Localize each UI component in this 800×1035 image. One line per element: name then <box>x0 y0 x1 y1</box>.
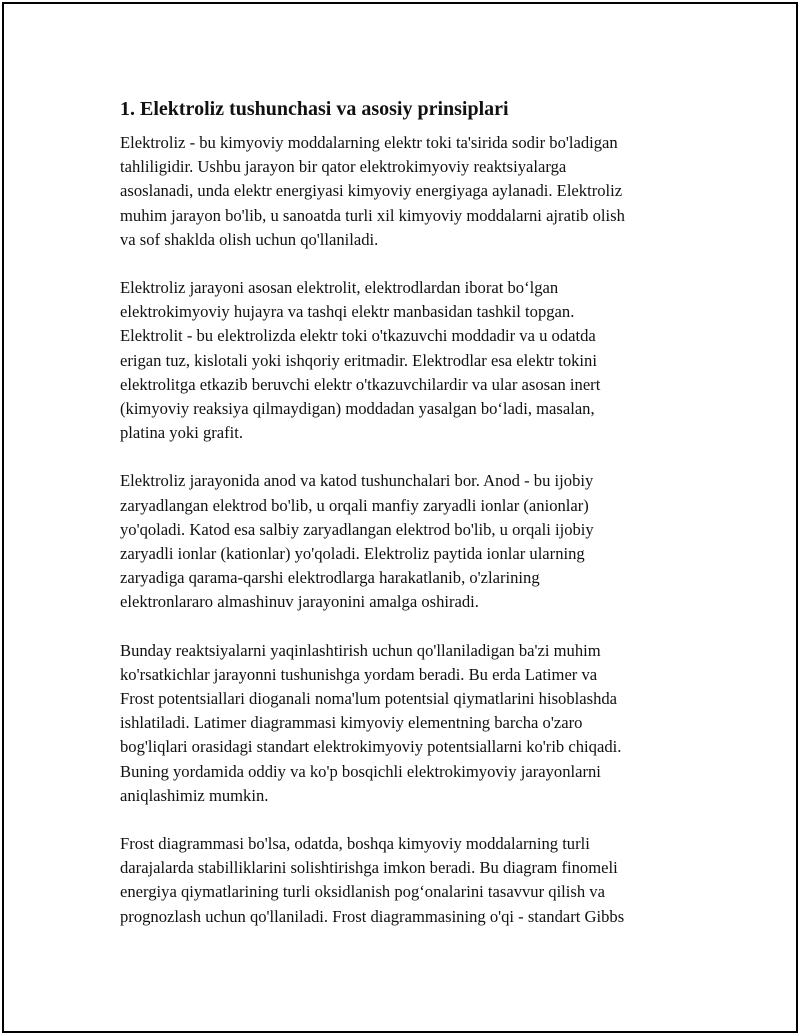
text-line: darajalarda stabilliklarini solishtirishga imkon beradi. Bu diagram finomeli <box>120 858 618 878</box>
text-line: bog'liqlari orasidagi standart elektrokimyoviy potentsiallarni ko'rib chiqadi. <box>120 737 622 757</box>
text-line: tahliligidir. Ushbu jarayon bir qator elektrokimyoviy reaktsiyalarga <box>120 157 567 177</box>
text-line: Elektroliz jarayoni asosan elektrolit, elektrodlardan iborat bo‘lgan <box>120 278 559 298</box>
text-line: yo'qoladi. Katod esa salbiy zaryadlangan elektrod bo'lib, u orqali ijobiy <box>120 519 594 539</box>
text-line: asoslanadi, unda elektr energiyasi kimyoviy energiyaga aylanadi. Elektroliz <box>120 181 623 201</box>
section-heading: 1. Elektroliz tushunchasi va asosiy prinsiplari <box>120 98 509 120</box>
paragraph-3 <box>120 469 700 614</box>
text-line: zaryadiga qarama-qarshi elektrodlarga harakatlanib, o'zlarining <box>120 568 540 588</box>
text-line: Frost diagrammasi bo'lsa, odatda, boshqa kimyoviy moddalarning turli <box>120 834 590 854</box>
text-line: (kimyoviy reaksiya qilmaydigan) moddadan yasalgan bo‘ladi, masalan, <box>120 399 595 419</box>
text-line: Bunday reaktsiyalarni yaqinlashtirish uchun qo'llaniladigan ba'zi muhim <box>120 640 601 660</box>
paragraph-5 <box>120 832 700 929</box>
text-line: Elektrolit - bu elektrolizda elektr toki o'tkazuvchi moddadir va u odatda <box>120 326 596 346</box>
text-line: Frost potentsiallari dioganali noma'lum potentsial qiymatlarini hisoblashda <box>120 689 618 709</box>
paragraph-4 <box>120 639 700 808</box>
text-line: energiya qiymatlarining turli oksidlanish pog‘onalarini tasavvur qilish va <box>120 882 605 902</box>
text-line: muhim jarayon bo'lib, u sanoatda turli xil kimyoviy moddalarni ajratib olish <box>120 205 625 225</box>
text-line: Buning yordamida oddiy va ko'p bosqichli elektrokimyoviy jarayonlarni <box>120 761 601 781</box>
text-line: va sof shaklda olish uchun qo'llaniladi. <box>120 229 379 249</box>
text-line: platina yoki grafit. <box>120 423 244 443</box>
text-line: erigan tuz, kislotali yoki ishqoriy eritmadir. Elektrodlar esa elektr tokini <box>120 350 597 370</box>
text-line: ko'rsatkichlar jarayonni tushunishga yordam beradi. Bu erda Latimer va <box>120 664 598 684</box>
paragraph-2 <box>120 276 700 445</box>
text-line: prognozlash uchun qo'llaniladi. Frost diagrammasining o'qi - standart Gibbs <box>120 906 625 926</box>
document-content <box>120 97 700 953</box>
paragraph-1 <box>120 131 700 252</box>
text-line: zaryadli ionlar (kationlar) yo'qoladi. Elektroliz paytida ionlar ularning <box>120 544 585 564</box>
text-line: Elektroliz - bu kimyoviy moddalarning elektr toki ta'sirida sodir bo'ladigan <box>120 133 618 152</box>
text-line: elektrokimyoviy hujayra va tashqi elektr manbasidan tashkil topgan. <box>120 302 575 322</box>
text-line: aniqlashimiz mumkin. <box>120 785 269 805</box>
text-line: ishlatiladi. Latimer diagrammasi kimyoviy elementning barcha o'zaro <box>120 713 583 733</box>
text-line: zaryadlangan elektrod bo'lib, u orqali manfiy zaryadli ionlar (anionlar) <box>120 495 589 515</box>
text-line: elektronlararo almashinuv jarayonini amalga oshiradi. <box>120 592 479 612</box>
text-line: elektrolitga etkazib beruvchi elektr o'tkazuvchilardir va ular asosan inert <box>120 374 601 394</box>
text-line: Elektroliz jarayonida anod va katod tushunchalari bor. Anod - bu ijobiy <box>120 471 594 491</box>
document-page <box>2 2 798 1033</box>
